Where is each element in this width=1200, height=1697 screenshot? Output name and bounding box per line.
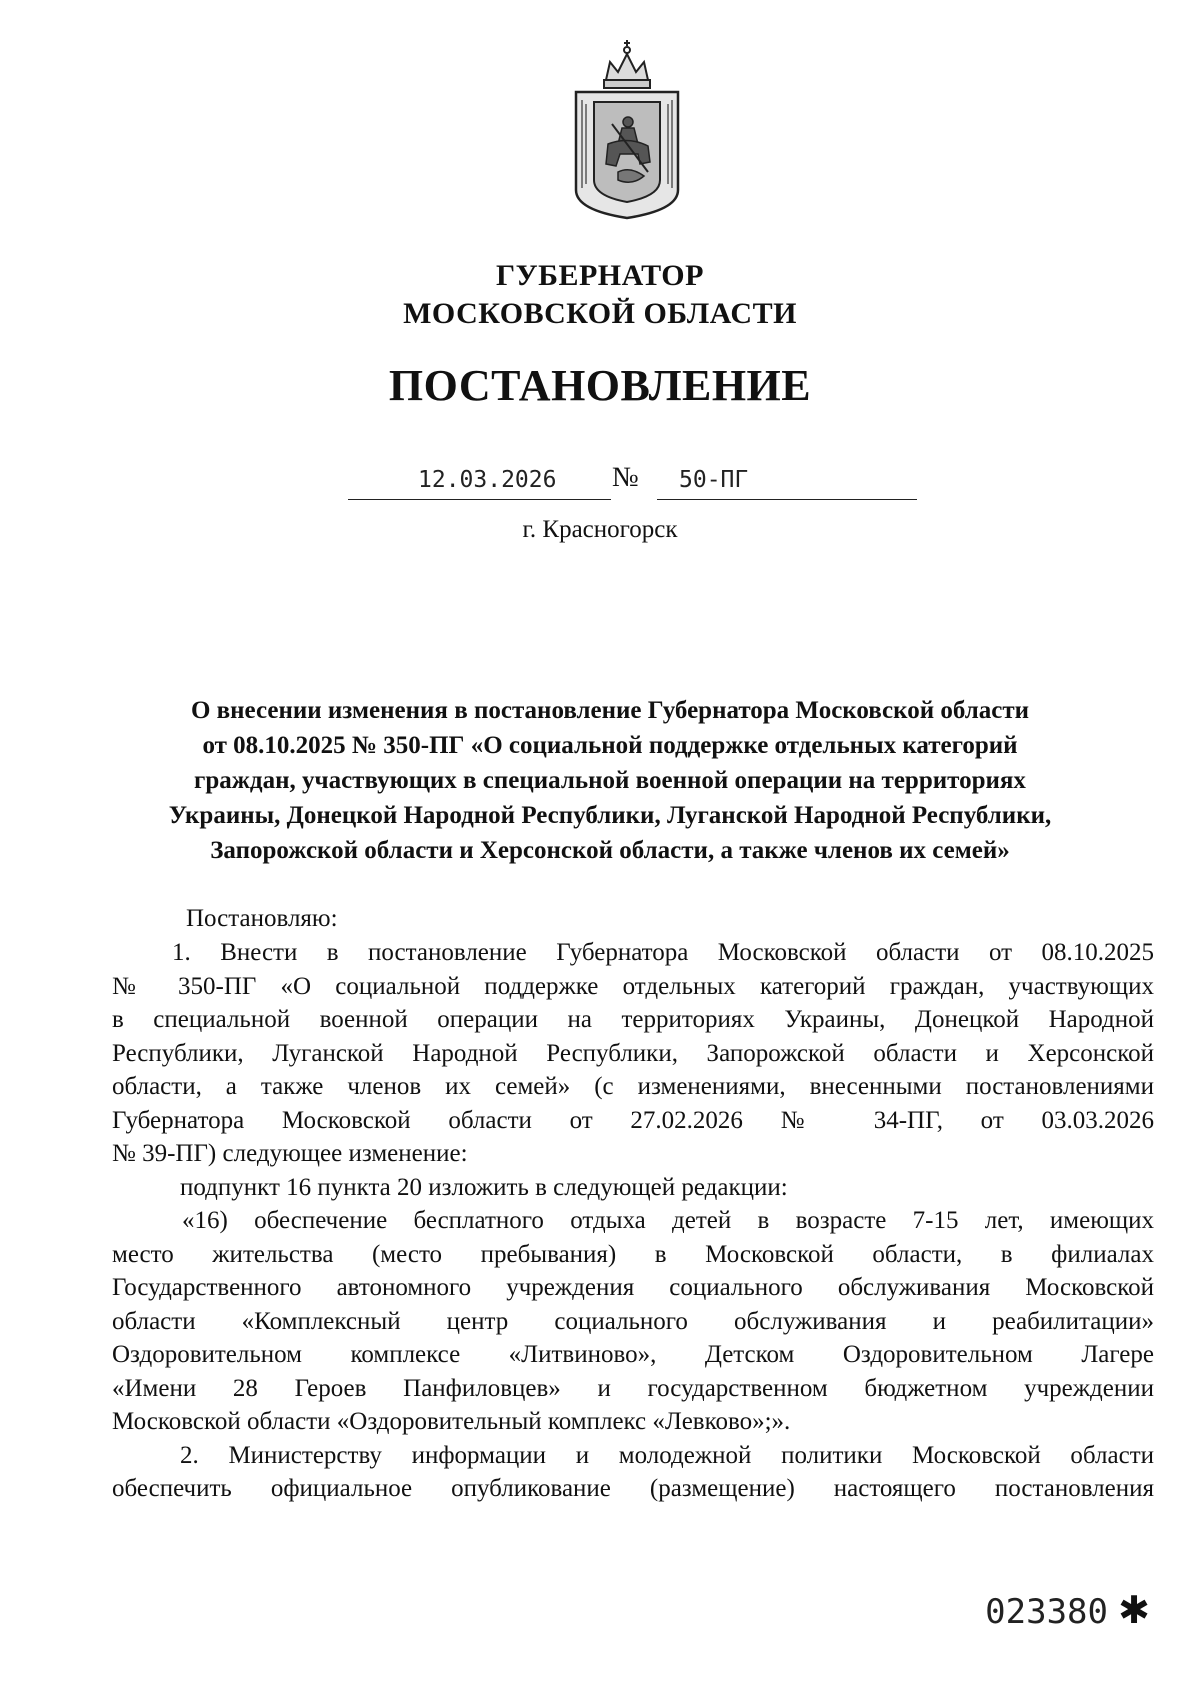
asterisk-icon: ✱ bbox=[1118, 1590, 1150, 1632]
paragraph-1-line: области, а также членов их семей» (с изменениями, внесенными постановлениями bbox=[112, 1073, 1154, 1100]
paragraph-1-line: № 350-ПГ «О социальной поддержке отдельных категорий граждан, участвующих bbox=[112, 973, 1154, 1000]
coat-of-arms-icon bbox=[568, 40, 686, 220]
paragraph-1-line: Республики, Луганской Народной Республики, Запорожской области и Херсонской bbox=[112, 1040, 1154, 1067]
document-number-field bbox=[657, 455, 917, 500]
paragraph-1-line: в специальной военной операции на территориях Украины, Донецкой Народной bbox=[112, 1006, 1154, 1033]
amendment-line: «Имени 28 Героев Панфиловцев» и государственном бюджетном учреждении bbox=[112, 1375, 1154, 1402]
amendment-line: место жительства (место пребывания) в Московской области, в филиалах bbox=[112, 1241, 1154, 1268]
amendment-line: Государственного автономного учреждения социального обслуживания Московской bbox=[112, 1274, 1154, 1301]
subpoint-instruction: подпункт 16 пункта 20 изложить в следующей редакции: bbox=[180, 1174, 788, 1201]
title-line: от 08.10.2025 № 350-ПГ «О социальной поддержке отдельных категорий bbox=[202, 732, 1018, 759]
document-date: 12.03.2026 bbox=[418, 467, 557, 493]
amendment-line: области «Комплексный центр социального обслуживания и реабилитации» bbox=[112, 1308, 1154, 1335]
document-type-heading: ПОСТАНОВЛЕНИЕ bbox=[388, 361, 812, 410]
issuer-title-line1: ГУБЕРНАТОР bbox=[496, 259, 704, 292]
title-line: Запорожской области и Херсонской области, а также членов их семей» bbox=[210, 837, 1010, 864]
form-serial-number: 023380 bbox=[985, 1592, 1108, 1632]
place-of-issue: г. Красногорск bbox=[522, 516, 678, 543]
document-subject-title bbox=[110, 693, 1110, 868]
title-line: граждан, участвующих в специальной военной операции на территориях bbox=[194, 767, 1026, 794]
paragraph-2-line: обеспечить официальное опубликование (размещение) настоящего постановления bbox=[112, 1475, 1154, 1502]
paragraph-1-line: 1. Внести в постановление Губернатора Московской области от 08.10.2025 bbox=[172, 939, 1154, 966]
paragraph-1-line: № 39-ПГ) следующее изменение: bbox=[112, 1140, 468, 1167]
title-line: Украины, Донецкой Народной Республики, Луганской Народной Республики, bbox=[168, 802, 1052, 829]
amendment-line: «16) обеспечение бесплатного отдыха детей в возрасте 7-15 лет, имеющих bbox=[182, 1207, 1154, 1234]
paragraph-2-line: 2. Министерству информации и молодежной политики Московской области bbox=[180, 1442, 1154, 1469]
issuer-title-line2: МОСКОВСКОЙ ОБЛАСТИ bbox=[403, 297, 797, 330]
resolution-intro: Постановляю: bbox=[186, 905, 338, 932]
document-number: 50-ПГ bbox=[679, 467, 749, 493]
document-date-field bbox=[348, 455, 611, 500]
title-line: О внесении изменения в постановление Губернатора Московской области bbox=[190, 697, 1030, 724]
number-sign: № bbox=[612, 462, 639, 493]
amendment-line: Московской области «Оздоровительный комплекс «Левково»;». bbox=[112, 1408, 791, 1435]
amendment-line: Оздоровительном комплексе «Литвиново», Детском Оздоровительном Лагере bbox=[112, 1341, 1154, 1368]
paragraph-1-line: Губернатора Московской области от 27.02.2026 № 34-ПГ, от 03.03.2026 bbox=[112, 1107, 1154, 1134]
